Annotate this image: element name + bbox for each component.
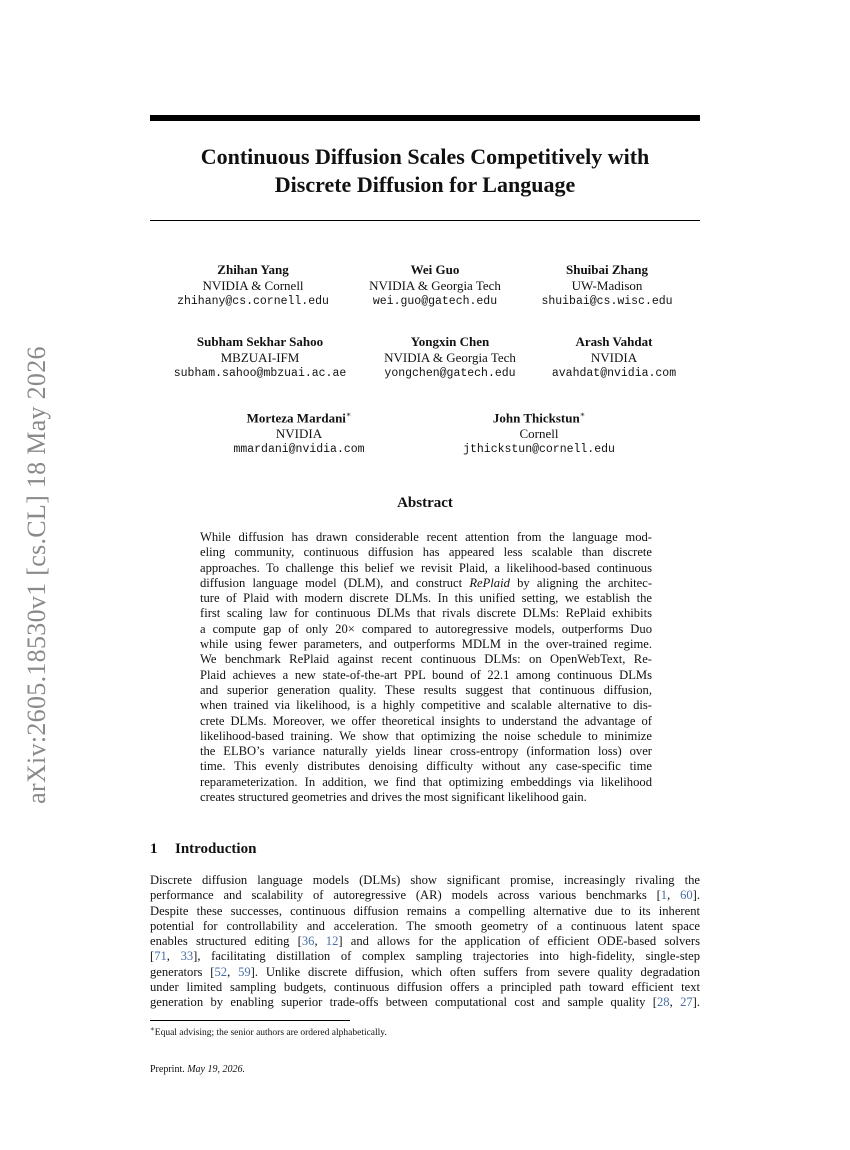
author-block: [541, 262, 672, 310]
abstract-body: [200, 530, 652, 805]
abstract-line: eling community, continuous diffusion has appeared less scalable than discrete: [200, 545, 652, 560]
author-email[interactable]: jthickstun@cornell.edu: [463, 443, 615, 457]
intro-line: generators [52, 59]. Unlike discrete diffusion, which often suffers from severe quality degradation: [150, 964, 701, 979]
author-affiliation: Cornell: [519, 426, 559, 442]
preprint-notice: [150, 1064, 245, 1075]
abstract-line: when trained via likelihood, is a highly competitive and scalable alternative to dis-: [200, 698, 652, 713]
replaid-emphasis: RePlaid: [469, 575, 510, 590]
preprint-date: May 19, 2026.: [187, 1064, 245, 1075]
abstract-line: likelihood-based training. We show that optimizing the noise schedule to minimize: [200, 728, 652, 743]
abstract-line: We benchmark RePlaid against recent continuous DLMs: on OpenWebText, Re-: [200, 652, 652, 667]
author-name: Arash Vahdat: [575, 334, 653, 349]
intro-line: performance and scalability of autoregressive (AR) models across various benchmarks [1, 60].: [150, 888, 700, 903]
citation-link[interactable]: 60: [680, 888, 693, 903]
intro-line: generation by enabling superior trade-offs between computational cost and sample quality [28, 27].: [150, 995, 701, 1010]
citation-link[interactable]: 36: [301, 934, 315, 949]
author-email[interactable]: subham.sahoo@mbzuai.ac.ae: [173, 367, 347, 380]
author-name: Zhihan Yang: [217, 262, 289, 277]
author-block: [369, 262, 501, 310]
abstract-line: and superior generation quality. These results suggest that continuous diffusion,: [200, 682, 652, 697]
author-email[interactable]: wei.guo@gatech.edu: [372, 295, 498, 308]
title-top-rule: [150, 115, 700, 121]
equal-advising-mark: ∗: [579, 410, 586, 419]
author-affiliation: NVIDIA & Georgia Tech: [369, 278, 501, 293]
paper-title: [150, 143, 700, 199]
citation-link[interactable]: 59: [238, 964, 251, 979]
author-name: John Thickstun: [492, 410, 580, 426]
author-affiliation: NVIDIA: [275, 426, 323, 442]
intro-line: Discrete diffusion language models (DLMs) show significant promise, increasingly rivaling the: [150, 873, 700, 887]
abstract-line: the ELBO’s variance naturally yields linear cross-entropy (information loss) over: [200, 744, 652, 759]
author-email[interactable]: zhihany@cs.cornell.edu: [177, 295, 329, 308]
author-email[interactable]: yongchen@gatech.edu: [384, 367, 516, 380]
abstract-line: while using fewer parameters, and outperforms MDLM in the over-trained regime.: [200, 637, 652, 652]
author-block: [174, 334, 347, 382]
author-affiliation: NVIDIA: [590, 350, 638, 365]
author-name: Subham Sekhar Sahoo: [196, 334, 324, 349]
abstract-line: first scaling law for continuous DLMs that rivals discrete DLMs: RePlaid exhibits: [200, 606, 652, 621]
author-block: [552, 334, 676, 382]
footnote-rule: [150, 1020, 350, 1021]
author-block: [233, 407, 364, 458]
abstract-line: While diffusion has drawn considerable recent attention from the language mod-: [200, 530, 652, 544]
introduction-body: [150, 873, 700, 1011]
author-block: [177, 262, 329, 310]
author-name: Shuibai Zhang: [565, 262, 649, 277]
footnote-mark: ∗: [150, 1025, 155, 1033]
footnote-text: Equal advising; the senior authors are ordered alphabetically.: [154, 1028, 387, 1039]
author-block: [463, 407, 615, 458]
intro-line: enables structured editing [36, 12] and allows for the application of efficient ODE-based solvers: [150, 934, 700, 949]
abstract-heading: Abstract: [397, 495, 453, 511]
abstract-line: time. This evenly distributes denoising difficulty without any case-specific time: [200, 759, 652, 774]
title-line: Discrete Diffusion for Language: [274, 172, 576, 197]
author-affiliation: UW-Madison: [571, 278, 643, 293]
section-title: Introduction: [175, 841, 257, 857]
footnote: [150, 1025, 387, 1038]
abstract-line: reparameterization. In addition, we find that optimizing embeddings via likelihood: [200, 774, 652, 789]
author-email[interactable]: shuibai@cs.wisc.edu: [541, 295, 673, 308]
author-name: Morteza Mardani: [246, 410, 346, 426]
intro-line: potential for controllability and acceleration. The smooth geometry of a continuous latent space: [150, 918, 700, 933]
intro-line: under limited sampling budgets, continuous diffusion offers a principled path toward efficient text: [150, 980, 700, 995]
author-block: [384, 334, 516, 382]
equal-advising-mark: ∗: [345, 410, 352, 419]
author-affiliation: MBZUAI-IFM: [220, 350, 300, 365]
citation-link[interactable]: 27: [680, 995, 693, 1010]
abstract-line: diffusion language model (DLM), and construct RePlaid by aligning the architec-: [200, 575, 653, 590]
preprint-label: Preprint.: [150, 1064, 185, 1075]
citation-link[interactable]: 33: [180, 949, 194, 964]
arxiv-identifier: arXiv:2605.18530v1 [cs.CL] 18 May 2026: [22, 346, 51, 804]
section-number: 1: [150, 841, 158, 857]
author-affiliation: NVIDIA & Georgia Tech: [384, 350, 516, 365]
author-email[interactable]: avahdat@nvidia.com: [551, 367, 677, 380]
abstract-line: crete DLMs. Moreover, we offer theoretical insights to understand the advantage of: [200, 713, 652, 728]
citation-link[interactable]: 28: [657, 995, 670, 1010]
author-email[interactable]: mmardani@nvidia.com: [233, 443, 365, 457]
intro-line: Despite these successes, continuous diffusion remains a compelling alternative due to its inherent: [150, 903, 700, 918]
section-heading: [150, 841, 256, 858]
citation-link[interactable]: 52: [214, 964, 228, 979]
abstract-line: approaches. To challenge this belief we revisit Plaid, a likelihood-based continuous: [200, 560, 652, 575]
abstract-line: ture of Plaid with modern discrete DLMs. In this unified setting, we establish the: [200, 591, 652, 606]
author-name: Wei Guo: [410, 262, 460, 277]
abstract-line: a compute gap of only 20× compared to autoregressive models, outperforms Duo: [200, 621, 652, 636]
author-affiliation: NVIDIA & Cornell: [202, 278, 304, 293]
title-bottom-rule: [150, 220, 700, 221]
citation-link[interactable]: 71: [154, 949, 167, 964]
citation-link[interactable]: 1: [660, 888, 668, 903]
title-line: Continuous Diffusion Scales Competitively with: [200, 144, 650, 169]
citation-link[interactable]: 12: [325, 934, 339, 949]
abstract-line: creates structured geometries and drives the most significant likelihood gain.: [200, 790, 587, 805]
abstract-line: Plaid achieves a new state-of-the-art PPL bound of 22.1 among continuous DLMs: [200, 667, 652, 682]
author-name: Yongxin Chen: [410, 334, 490, 349]
intro-line: [71, 33], facilitating distillation of complex sampling trajectories into high-fidelity, single-step: [150, 949, 701, 964]
